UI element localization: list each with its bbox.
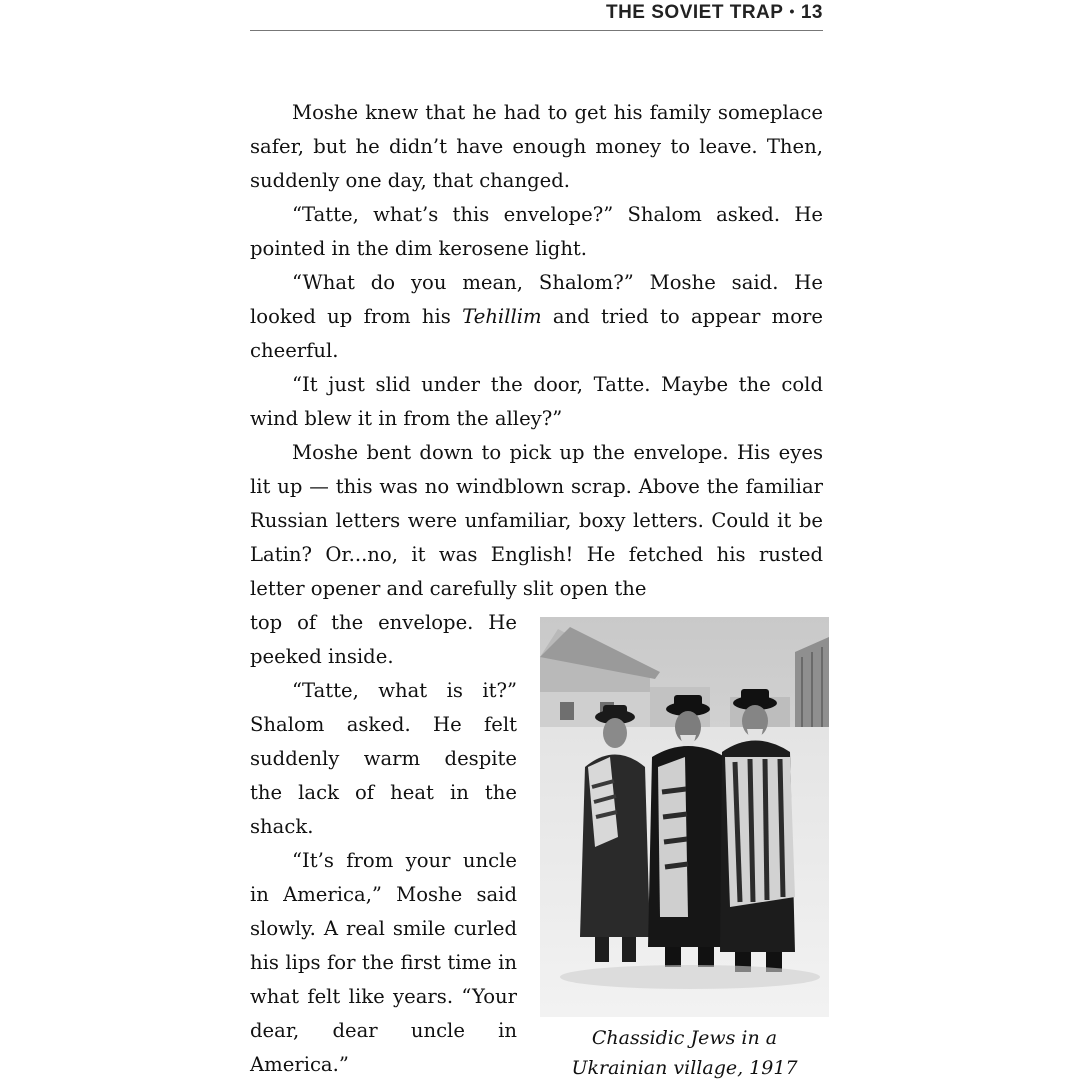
paragraph-3: [250, 266, 823, 368]
figure: [540, 617, 829, 1083]
page-number: 13: [800, 2, 823, 23]
running-head-title: THE SOVIET TRAP: [605, 2, 784, 23]
paragraph-3-end: and tried to appear more cheerful.: [250, 305, 823, 362]
paragraph-1: Moshe knew that he had to get his family someplace safer, but he didn’t have enough money to leave. Then, suddenly one day, that changed.: [250, 101, 823, 192]
figure-caption: [540, 1023, 829, 1083]
paragraph-5-continued: top of the envelope. He peeked inside.: [250, 611, 517, 668]
caption-line-1: Chassidic Jews in a: [591, 1027, 778, 1049]
running-head: [250, 0, 823, 31]
running-head-separator: •: [789, 3, 795, 19]
historical-photo: [540, 617, 829, 1017]
paragraph-6: “Tatte, what is it?” Shalom asked. He felt suddenly warm despite the lack of heat in the shack.: [250, 679, 517, 838]
paragraph-5: Moshe bent down to pick up the envelope. His eyes lit up — this was no windblown scrap. Above the familiar Russian letters were unfamiliar, boxy letters. Could it be Latin? Or...no, it was English! He fetched his rusted letter opener and carefully slit open the: [250, 441, 823, 600]
photo-illustration: [540, 617, 829, 1017]
paragraph-4: “It just slid under the door, Tatte. Maybe the cold wind blew it in from the alley?”: [250, 373, 823, 430]
paragraph-3-start: “What do you mean, Shalom?” Moshe said. He looked up from his: [250, 271, 823, 328]
tehillim-italic: Tehillim: [462, 305, 542, 328]
paragraph-7: “It’s from your uncle in America,” Moshe said slowly. A real smile curled his lips for the first time in what felt like years. “Your dear, dear uncle in America.”: [250, 849, 517, 1076]
paragraph-2: “Tatte, what’s this envelope?” Shalom asked. He pointed in the dim kerosene light.: [250, 203, 823, 260]
caption-line-2: Ukrainian village, 1917: [571, 1057, 798, 1079]
